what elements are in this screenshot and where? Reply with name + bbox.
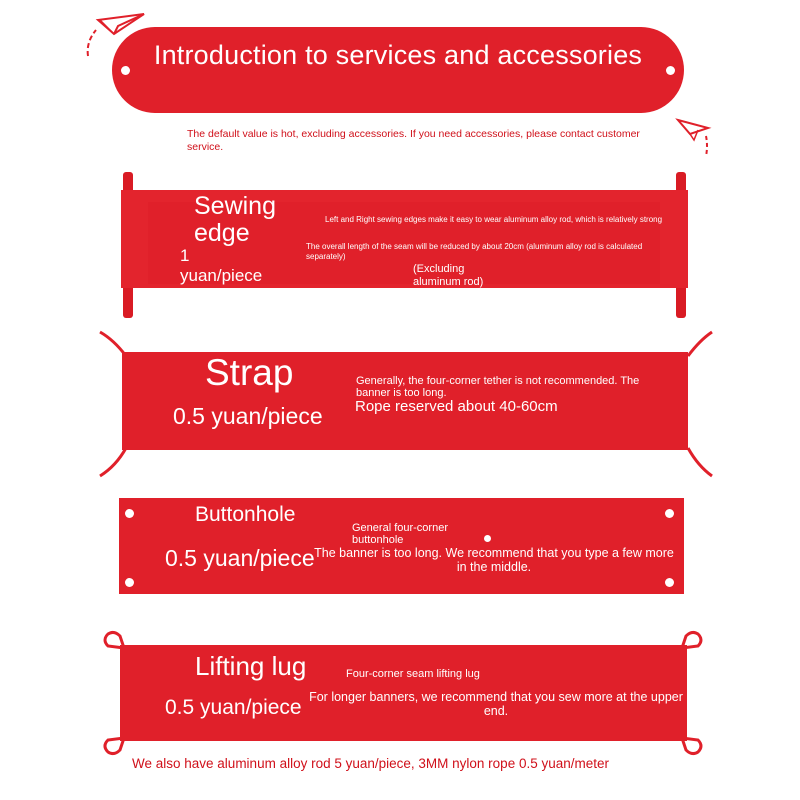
grommet	[665, 509, 674, 518]
grommet	[125, 578, 134, 587]
grommet	[125, 509, 134, 518]
page-title: Introduction to services and accessories	[153, 40, 643, 70]
lifting-lug-desc: Four-corner seam lifting lug	[346, 668, 480, 680]
buttonhole-price: 0.5 yuan/piece	[165, 545, 315, 571]
strap-rope: Rope reserved about 40-60cm	[355, 398, 558, 415]
sewing-edge-title	[194, 193, 276, 247]
grommet	[484, 535, 491, 542]
strap-desc: Generally, the four-corner tether is not recommended. The banner is too long.	[356, 375, 640, 399]
grommet	[665, 578, 674, 587]
lifting-lug-title: Lifting lug	[195, 651, 307, 681]
buttonhole-title: Buttonhole	[195, 503, 296, 526]
sewing-edge-title-line2: edge	[194, 219, 250, 247]
default-note: The default value is hot, excluding accessories. If you need accessories, please contact customer service.	[187, 128, 640, 153]
sewing-edge-desc1: Left and Right sewing edges make it easy to wear aluminum alloy rod, which is relatively strong	[325, 215, 663, 224]
footer-note: We also have aluminum alloy rod 5 yuan/piece, 3MM nylon rope 0.5 yuan/meter	[132, 756, 610, 771]
strap-price: 0.5 yuan/piece	[173, 403, 323, 429]
sewing-edge-title-line1: Sewing	[194, 192, 276, 220]
lifting-lug-price: 0.5 yuan/piece	[165, 696, 302, 719]
strap-title: Strap	[205, 352, 294, 393]
sewing-edge-price-line1: 1	[180, 246, 190, 265]
lifting-lug-recommend: For longer banners, we recommend that you sew more at the upper end.	[309, 690, 683, 718]
sewing-edge-price	[180, 246, 262, 286]
buttonhole-recommend: The banner is too long. We recommend that you type a few more in the middle.	[314, 546, 674, 574]
sewing-edge-price-line2: yuan/piece	[180, 266, 263, 285]
paper-plane-icon	[672, 112, 714, 158]
buttonhole-desc: General four-corner buttonhole	[352, 522, 448, 546]
sewing-edge-desc2: The overall length of the seam will be reduced by about 20cm (aluminum alloy rod is calculated separately)	[306, 242, 643, 261]
sewing-edge-excluding: (Excluding aluminum rod)	[413, 263, 484, 288]
